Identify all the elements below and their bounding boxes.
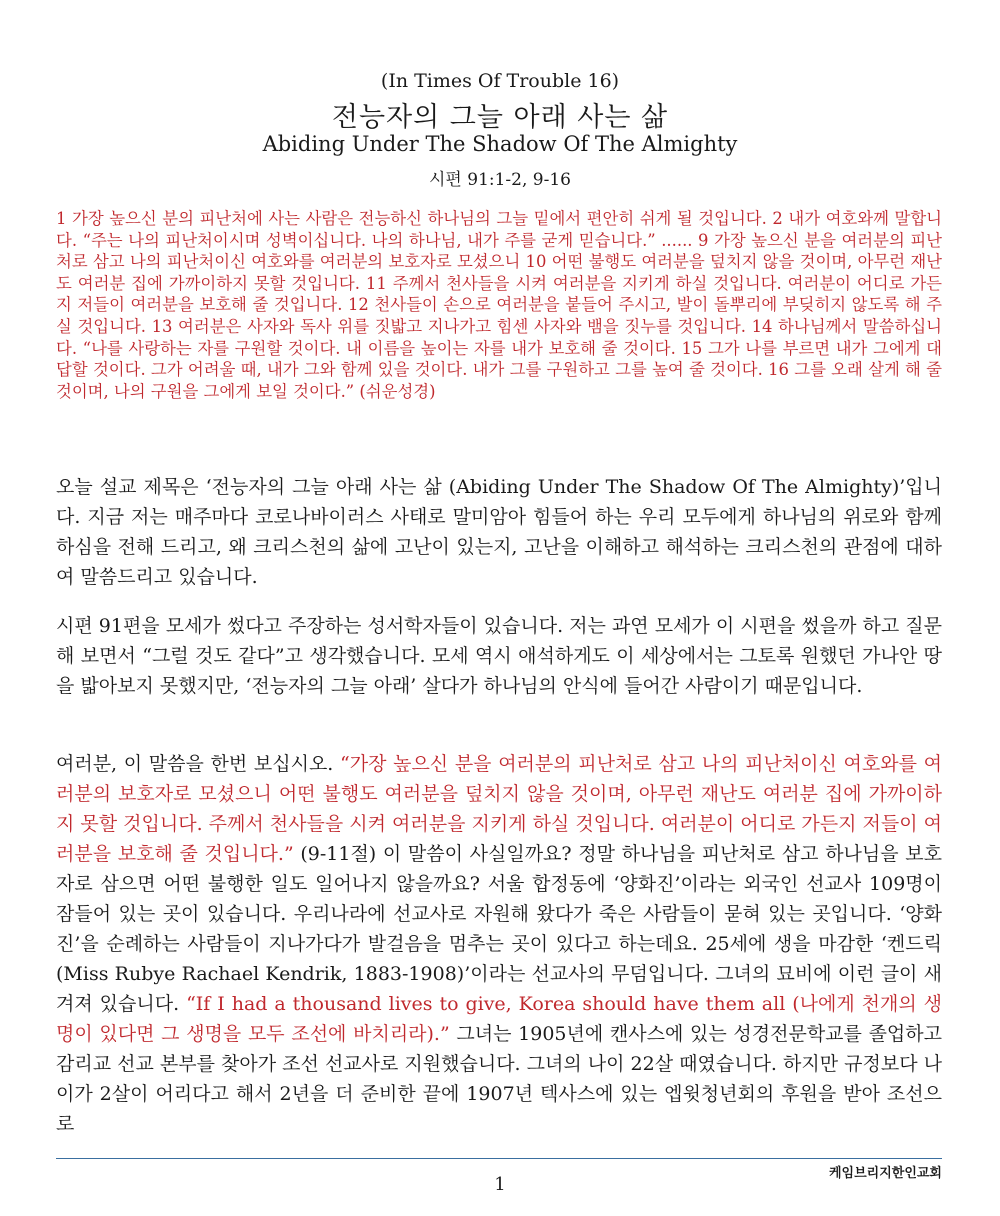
scripture-passage: 1 가장 높으신 분의 피난처에 사는 사람은 전능하신 하나님의 그늘 밑에서 편안히 쉬게 될 것입니다. 2 내가 여호와께 말합니다. “주는 나의 피난처이시며 성벽이십니다. 나의 하나님, 내가 주를 굳게 믿습니다.” ...... 9 가장 높으신 분을 여러분의 피난처로 삼고 나의 피난처이신 여호와를 여러분의 보호자로 모셨으니 10 어떤 불행도 여러분을 덮치지 않을 것이며, 아무런 재난도 여러분 집에 가까이하지 못할 것입니다. 11 주께서 천사들을 시켜 여러분을 지키게 하실 것입니다. 여러분이 어디로 가든지 저들이 여러분을 보호해 줄 것입니다. 12 천사들이 손으로 여러분을 붙들어 주시고, 발이 돌뿌리에 부딪히지 않도록 해 주실 것입니다. 13 여러분은 사자와 독사 위를 짓밟고 지나가고 힘센 사자와 뱀을 짓누를 것입니다. 14 하나님께서 말씀하십니다. “나를 사랑하는 자를 구원할 것이다. 내 이름을 높이는 자를 내가 보호해 줄 것이다. 15 그가 나를 부르면 내가 그에게 대답할 것이다. 그가 어려울 때, 내가 그와 함께 있을 것이다. 내가 그를 구원하고 그를 높여 줄 것이다. 16 그를 오래 살게 해 줄 것이며, 나의 구원을 그에게 보일 것이다.” (쉬운성경): [56, 209, 942, 401]
sermon-title: 전능자의 그늘 아래 사는 삶: [331, 102, 669, 133]
scripture-reference: 시편 91:1-2, 9-16: [429, 170, 571, 190]
paragraph-3-end: 그녀는 1905년에 캔사스에 있는 성경전문학교를 졸업하고 감리교 선교 본부를 찾아가 조선 선교사로 지원했습니다. 그녀의 나이 22살 때였습니다. 하지만 규정보다 나이가 2살이 어리다고 해서 2년을 더 준비한 끝에 1907년 텍사스에 있는 엡윗청년회의 후원을 받아 조선으로: [56, 1023, 942, 1135]
paragraph-1: 오늘 설교 제목은 ‘전능자의 그늘 아래 사는 삶 (Abiding Under The Shadow Of The Almighty)’입니다. 지금 저는 매주마다 코로나바이러스 사태로 말미암아 힘들어 하는 우리 모두에게 하나님의 위로와 함께하심을 전해 드리고, 왜 크리스천의 삶에 고난이 있는지, 고난을 이해하고 해석하는 크리스천의 관점에 대하여 말씀드리고 있습니다.: [56, 476, 942, 588]
paragraph-3-epitaph: “If I had a thousand lives to give, Korea should have them all (나에게 천개의 생명이 있다면 그 생명을 모두 조선에 바치리라).”: [56, 993, 942, 1045]
church-name: 케임브리지한인교회: [828, 1166, 942, 1181]
paragraph-3-quote: “가장 높으신 분을 여러분의 피난처로 삼고 나의 피난처이신 여호와를 여러분의 보호자로 모셨으니 어떤 불행도 여러분을 덮치지 않을 것이며, 아무런 재난도 여러분 집에 가까이하지 못할 것입니다. 주께서 천사들을 시켜 여러분을 지키게 하실 것입니다. 여러분이 어디로 가든지 저들이 여러분을 보호해 줄 것입니다.”: [56, 753, 942, 865]
footer-rule: [56, 1158, 942, 1159]
paragraph-3-body: (9-11절) 이 말씀이 사실일까요? 정말 하나님을 피난처로 삼고 하나님을 보호자로 삼으면 어떤 불행한 일도 일어나지 않을까요? 서울 합정동에 ‘양화진’이라는 외국인 선교사 109명이 잠들어 있는 곳이 있습니다. 우리나라에 선교사로 자원해 왔다가 죽은 사람들이 묻혀 있는 곳입니다. ‘양화진’을 순례하는 사람들이 지나가다가 발걸음을 멈추는 곳이 있다고 하는데요. 25세에 생을 마감한 ‘켄드릭 (Miss Rubye Rachael Kendrik, 1883-1908)’이라는 선교사의 무덤입니다. 그녀의 묘비에 이런 글이 새겨져 있습니다.: [56, 843, 942, 1015]
paragraph-3-intro: 여러분, 이 말씀을 한번 보십시오.: [56, 753, 341, 775]
page-number: 1: [494, 1174, 506, 1195]
paragraph-3: [56, 749, 942, 1139]
sermon-subtitle: Abiding Under The Shadow Of The Almighty: [262, 132, 738, 156]
paragraph-2: 시편 91편을 모세가 썼다고 주장하는 성서학자들이 있습니다. 저는 과연 모세가 이 시편을 썼을까 하고 질문해 보면서 “그럴 것도 같다”고 생각했습니다. 모세 역시 애석하게도 이 세상에서는 그토록 원했던 가나안 땅을 밟아보지 못했지만, ‘전능자의 그늘 아래’ 살다가 하나님의 안식에 들어간 사람이기 때문입니다.: [56, 615, 942, 697]
sermon-series: (In Times Of Trouble 16): [380, 70, 620, 92]
